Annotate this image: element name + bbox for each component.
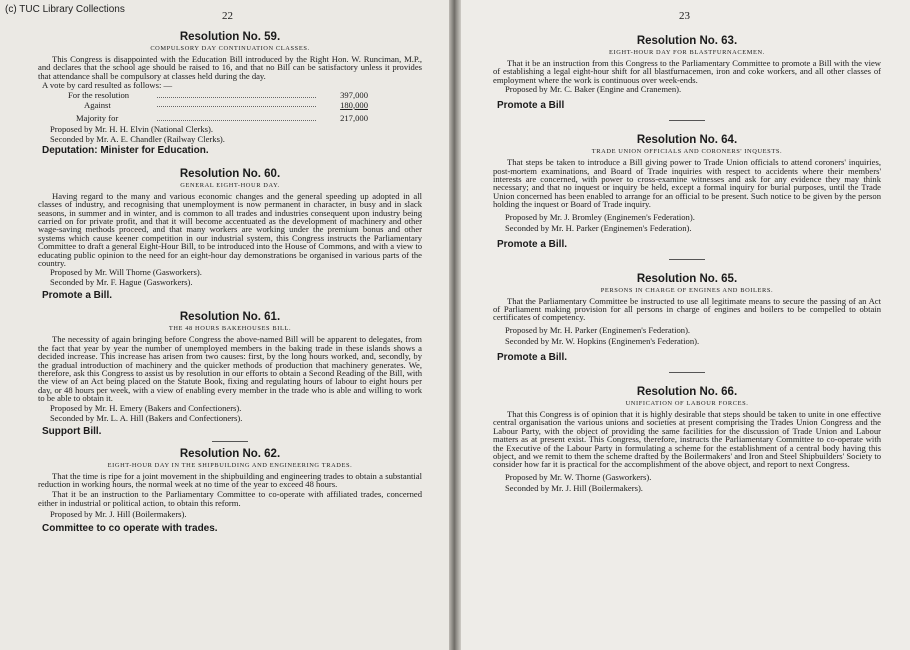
resolution-outcome: Deputation: Minister for Education.	[42, 144, 209, 156]
resolution-60	[38, 168, 422, 302]
vote-value: 180,000	[340, 99, 368, 110]
resolution-outcome: Support Bill.	[42, 425, 102, 437]
section-divider	[212, 441, 248, 442]
resolution-65	[493, 273, 881, 363]
resolution-subtitle: TRADE UNION OFFICIALS AND CORONERS' INQUESTS.	[591, 148, 783, 156]
vote-table	[68, 91, 368, 124]
resolution-outcome: Promote a Bill	[497, 100, 565, 112]
vote-row-against	[68, 101, 368, 111]
section-divider	[669, 372, 705, 373]
right-page	[461, 0, 910, 650]
resolution-59	[38, 31, 422, 156]
resolution-title: Resolution No. 60.	[179, 167, 281, 180]
resolution-text: That it be an instruction from this Congress to the Parliamentary Committee to promote a Bill with the view of establishing a legal eight-hour shift for all blastfurnacemen, iron and coke workers, and all other classes of employment where the work is continuous over week-ends.	[493, 58, 881, 85]
resolution-subtitle: GENERAL EIGHT-HOUR DAY.	[180, 181, 280, 189]
resolution-title: Resolution No. 66.	[636, 385, 738, 398]
resolution-title: Resolution No. 64.	[636, 134, 738, 147]
proposer: Proposed by Mr. H. Parker (Enginemen's Federation).	[505, 324, 691, 335]
resolution-66	[493, 386, 881, 494]
left-column	[38, 31, 422, 534]
resolution-title: Resolution No. 63.	[636, 35, 738, 47]
resolution-subtitle: COMPULSORY DAY CONTINUATION CLASSES.	[150, 45, 310, 52]
proposer: Proposed by Mr. J. Bromley (Enginemen's Federation).	[505, 211, 695, 222]
resolution-title: Resolution No. 59.	[179, 31, 281, 43]
vote-row-majority	[68, 114, 368, 124]
resolution-title: Resolution No. 61.	[179, 311, 281, 324]
resolution-outcome: Promote a Bill.	[497, 238, 568, 250]
resolution-outcome: Promote a Bill.	[497, 351, 568, 363]
resolution-61	[38, 311, 422, 436]
resolution-text-2: That it be an instruction to the Parliamentary Committee to co-operate with affiliated trades, concerned either in industrial or political action, to obtain this reform.	[38, 489, 422, 508]
vote-value: 397,000	[340, 90, 368, 101]
section-divider	[669, 259, 705, 260]
resolution-text: That steps be taken to introduce a Bill giving power to Trade Union officials to attend coroners' inquiries, post-mortem examinations, and Board of Trade inquiries with respect to accidents where their members' interests are concerned, with power to cross-examine witnesses and ask for any evidence they may think necessary; and that no inquest or inquiry be held, except a formal inquiry for burial purposes, until the Trade Union concerned has been enabled to arrange for an official to be present. Such notice to be given by the person holding the inquest or Board of Trade inquiry.	[493, 157, 881, 210]
resolution-title: Resolution No. 65.	[636, 272, 738, 285]
proposer: Proposed by Mr. J. Hill (Boilermakers).	[50, 509, 187, 520]
resolution-subtitle: UNIFICATION OF LABOUR FORCES.	[625, 399, 749, 407]
proposer: Proposed by Mr. H. H. Elvin (National Clerks).	[50, 123, 214, 134]
seconder: Seconded by Mr. A. E. Chandler (Railway Clerks).	[50, 133, 225, 144]
book-gutter	[449, 0, 461, 650]
left-page	[0, 0, 449, 650]
copyright-notice: (c) TUC Library Collections	[5, 4, 125, 15]
resolution-subtitle: THE 48 HOURS BAKEHOUSES BILL.	[168, 325, 292, 333]
seconder: Seconded by Mr. F. Hague (Gasworkers).	[50, 277, 193, 288]
vote-label: For the resolution	[68, 90, 130, 101]
resolution-subtitle: EIGHT-HOUR DAY FOR BLASTFURNACEMEN.	[609, 49, 765, 56]
resolution-title: Resolution No. 62.	[179, 447, 281, 460]
resolution-text: This Congress is disappointed with the Education Bill introduced by the Right Hon. W. Runciman, M.P., and declares that the school age should be raised to 16, and that no Bill can be satisfactory unless it provides that attendance shall be compulsory at classes held during the day.	[38, 54, 422, 81]
seconder: Seconded by Mr. L. A. Hill (Bakers and Confectioners).	[50, 412, 243, 423]
page-number: 22	[222, 10, 233, 22]
vote-label: Majority for	[76, 113, 119, 124]
resolution-63	[493, 35, 881, 111]
resolution-outcome: Promote a Bill.	[42, 290, 113, 302]
resolution-text: Having regard to the many and various economic changes and the general speeding up adopted in all classes of industry, and recognising that unemployment is now permanent in character, in busy and in slack seasons, in summer and in winter, and is common to all trades and industries consequent upon industry being carried on for private profit, and that it will become accentuated as the development of machinery and other wage-saving methods proceed, and that many workers are working under the premium bonus and other systems which cause keener competition in our industrial system, this Congress instructs the Parliamentary Committee to draft a general Eight-Hour Bill, to be introduced into the House of Commons, and with a view to educating public opinion to the need for an eight-hour day demonstrations be organised in various parts of the country.	[38, 190, 422, 268]
proposer: Proposed by Mr. W. Thorne (Gasworkers).	[505, 471, 652, 482]
proposer: Proposed by Mr. Will Thorne (Gasworkers).	[50, 267, 202, 278]
resolution-62	[38, 448, 422, 535]
proposer: Proposed by Mr. H. Emery (Bakers and Confectioners).	[50, 402, 242, 413]
vote-row-for	[68, 91, 368, 101]
resolution-text: That the time is ripe for a joint movement in the shipbuilding and engineering trades to obtain a substantial reduction in working hours, the normal week at no time of the year to exceed 48 hours.	[38, 470, 422, 490]
seconder: Seconded by Mr. H. Parker (Enginemen's Federation).	[505, 222, 692, 233]
resolution-text: The necessity of again bringing before Congress the above-named Bill will be apparent to delegates, from the fact that year by year the number of unemployed members in the baking trade in these islands shows a decided increase. This increase has arisen from two causes: first, by the long hours worked, and, secondly, by the gradual introduction of machinery and the quicker methods of production that machinery generates. We, therefore, ask this Congress to assist us by resolution in our efforts to obtain a Second Reading of the Bill, with the view of an Act being placed on the Statute Book, fixing and regulating hours of labour to eight hours per day, or 48 hours per week, with a view of enabling every member in the trade who is able and willing to work to be able to obtain it.	[38, 334, 422, 404]
vote-value: 217,000	[340, 113, 368, 124]
proposer: Proposed by Mr. C. Baker (Engine and Cranemen).	[505, 84, 682, 95]
resolution-subtitle: EIGHT-HOUR DAY IN THE SHIPBUILDING AND ENGINEERING TRADES.	[107, 461, 353, 469]
resolution-subtitle: PERSONS IN CHARGE OF ENGINES AND BOILERS.	[600, 286, 774, 294]
section-divider	[669, 120, 705, 121]
vote-intro: A vote by card resulted as follows: —	[42, 80, 173, 91]
resolution-text: That the Parliamentary Committee be instructed to use all legitimate means to secure the passing of an Act of Parliament making provision for all persons in charge of engines and boilers to be compelled to obtain certificates of competency.	[493, 295, 881, 323]
resolution-outcome: Committee to co operate with trades.	[42, 523, 218, 535]
resolution-64	[493, 134, 881, 249]
seconder: Seconded by Mr. W. Hopkins (Enginemen's Federation).	[505, 335, 700, 346]
right-column	[493, 35, 881, 494]
resolution-text: That this Congress is of opinion that it is highly desirable that steps should be taken to unite in one effective central organisation the various unions and societies at present comprising the Trades Union Congress and the Labour Party, with the object of providing the same facilities for the discussion of Trade Union and Labour matters as at present exist. This Congress, therefore, instructs the Parliamentary Committee to co-operate with the Executive of the Labour Party in formulating a scheme for the establishment of a central body having this object, and we remit to them the scheme drafted by the Boilermakers' and Iron and Steel Shipbuilders' Society to consider how far it is practical for the accomplishment of the above object, and report to next Congress.	[493, 408, 881, 470]
vote-label: Against	[84, 99, 111, 110]
page-number: 23	[679, 10, 690, 22]
seconder: Seconded by Mr. J. Hill (Boilermakers).	[505, 482, 643, 493]
